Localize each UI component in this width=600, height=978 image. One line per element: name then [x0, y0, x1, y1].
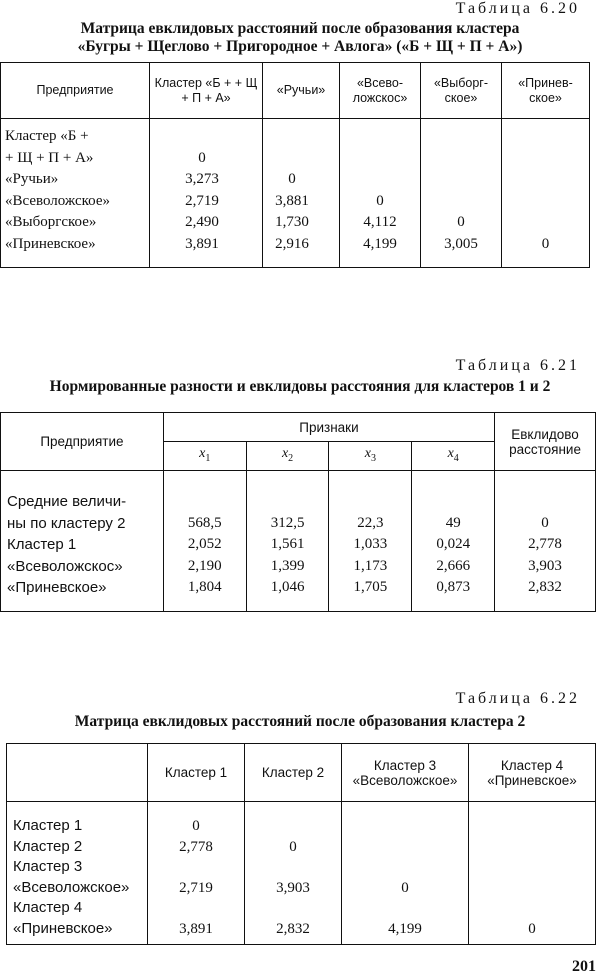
table-cell-line	[421, 148, 501, 170]
row-label-list	[13, 816, 147, 939]
table-cell-line	[342, 837, 468, 858]
table-cell-line	[502, 191, 589, 213]
table-cell-line: 3,005	[444, 235, 478, 252]
value-list	[412, 491, 494, 599]
table-cell-line	[148, 857, 244, 878]
table-cell-line: 2,719	[179, 879, 213, 896]
value-list	[421, 126, 501, 255]
table-cell-line: 0	[541, 514, 549, 531]
table-cell-line	[421, 169, 501, 191]
table-cell-line	[245, 816, 341, 837]
table-cell-line	[421, 191, 501, 213]
table-cell-line: 1,804	[187, 579, 222, 595]
value-list	[245, 816, 341, 939]
table-cell-line: 49	[445, 514, 461, 531]
table-cell-line: 2,190	[187, 557, 222, 574]
feature-label: $x_2$	[281, 446, 294, 464]
header-cell: Кластер 4 «Приневское»	[469, 744, 596, 802]
data-column	[246, 471, 329, 612]
table-cell-line: 2,666	[436, 557, 471, 574]
header-cell: «Принев-ское»	[502, 63, 590, 119]
row-labels	[1, 471, 164, 612]
table-cell-line: 2,832	[528, 579, 562, 595]
value-list	[164, 491, 246, 599]
table-cell-line: + Щ + П + А»	[5, 149, 94, 166]
table-cell-line	[150, 126, 254, 148]
data-column	[329, 471, 412, 612]
table-cell-line: 3,273	[185, 171, 219, 187]
table-cell-line: 2,052	[187, 536, 222, 552]
table-cell-line: 1,173	[353, 557, 388, 574]
table-cell-line	[502, 169, 589, 191]
table-title-line-2: «Бугры + Щеглово + Пригородное + Авлога» («Б + Щ + П + А»)	[77, 38, 523, 55]
feature-x3	[329, 442, 412, 471]
table-cell-line: 3,891	[185, 235, 219, 252]
table-cell-line: «Приневское»	[7, 579, 107, 596]
value-list	[469, 816, 595, 939]
header-cell: Признаки	[163, 413, 494, 442]
table-cell-line	[245, 857, 341, 878]
table-cell-line: «Приневское»	[5, 235, 96, 252]
table-cell-line: 0	[376, 192, 384, 209]
table-cell-line: 0	[401, 879, 409, 896]
table-cell-line: 1,730	[275, 214, 309, 230]
feature-x4	[412, 442, 495, 471]
table-cell-line: «Всеволожское»	[5, 192, 111, 209]
header-cell: «Всево-ложскос»	[340, 63, 421, 119]
table-cell-line	[340, 126, 420, 148]
table-cell-line	[469, 857, 595, 878]
table-title: Нормированные разности и евклидовы расстояния для кластеров 1 и 2	[49, 378, 551, 395]
table-cell-line: 568,5	[187, 514, 222, 531]
row-labels	[1, 119, 150, 268]
table-cell-line	[247, 491, 329, 513]
data-column	[502, 119, 590, 268]
table-cell-line	[245, 898, 341, 919]
feature-x2	[246, 442, 329, 471]
header-cell: Предприятие	[1, 63, 150, 119]
table-cell-line: Кластер 1	[7, 536, 77, 553]
table-number-6-22: Таблица 6.22	[455, 690, 580, 707]
table-cell-line	[421, 126, 501, 148]
table-cell-line: 0,024	[436, 536, 471, 552]
table-cell-line	[469, 898, 595, 919]
table-cell-line: Кластер 4	[13, 899, 83, 916]
table-cell-line: 1,705	[353, 579, 388, 595]
table-cell-line: 2,778	[528, 536, 562, 552]
table-cell-line: 0	[541, 235, 550, 252]
table-cell-line: Кластер 2	[13, 837, 83, 855]
value-list	[150, 126, 262, 255]
table-cell-line: 1,033	[353, 536, 388, 552]
table-cell-line: 2,778	[179, 838, 213, 855]
table-cell-line: Средние величи-	[7, 493, 127, 510]
table-cell-line: 1,399	[270, 557, 305, 574]
table-cell-line: 0,873	[436, 579, 471, 595]
data-column	[340, 119, 421, 268]
table-cell-line: Кластер «Б +	[5, 128, 89, 144]
table-6-22	[6, 743, 596, 945]
data-column	[342, 802, 469, 945]
header-cell: Кластер 2	[245, 744, 342, 802]
feature-x1	[163, 442, 246, 471]
table-cell-line: 2,719	[185, 192, 219, 209]
page-number: 201	[572, 958, 596, 975]
table-cell-line: 0	[289, 838, 297, 855]
header-cell: Кластер 3 «Всеволожское»	[342, 744, 469, 802]
data-column	[245, 802, 342, 945]
data-column	[163, 471, 246, 612]
value-list	[329, 491, 411, 599]
table-cell-line: 3,881	[275, 192, 309, 209]
table-cell-line: 2,490	[185, 214, 219, 230]
header-cell	[7, 744, 148, 802]
table-number-6-20: Таблица 6.20	[455, 0, 580, 17]
header-cell: Евклидово расстояние	[495, 413, 596, 471]
table-cell-line: 4,199	[388, 920, 422, 937]
data-column	[412, 471, 495, 612]
table-cell-line	[329, 491, 411, 513]
table-cell-line: 0	[198, 149, 206, 166]
row-labels	[7, 802, 148, 945]
table-cell-line	[164, 491, 246, 513]
table-cell-line: «Всеволожское»	[13, 878, 130, 896]
feature-label: $x_4$	[447, 446, 459, 464]
feature-label: $x_1$	[199, 446, 211, 464]
row-label-list	[7, 491, 163, 599]
table-cell-line: 1,561	[270, 536, 305, 552]
table-6-20	[0, 62, 590, 268]
value-list	[148, 816, 244, 939]
table-cell-line: «Всеволожскос»	[7, 557, 123, 575]
table-cell-line	[148, 898, 244, 919]
value-list	[342, 816, 468, 939]
header-cell: Предприятие	[1, 413, 164, 471]
table-cell-line: «Приневское»	[13, 919, 113, 937]
feature-label: $x_3$	[364, 446, 376, 464]
value-list	[502, 126, 589, 255]
table-cell-line: «Ручьи»	[5, 171, 59, 187]
table-title: Матрица евклидовых расстояний после образования кластера 2	[74, 713, 526, 730]
table-cell-line: 0	[457, 214, 465, 230]
value-list	[340, 126, 420, 255]
data-column	[150, 119, 263, 268]
table-cell-line: 3,891	[179, 920, 213, 937]
table-cell-line	[502, 126, 589, 148]
table-cell-line: 4,199	[363, 235, 397, 252]
table-cell-line: 3,903	[528, 557, 562, 574]
table-title-line-1: Матрица евклидовых расстояний после образования кластера	[80, 20, 520, 37]
table-cell-line	[469, 837, 595, 858]
header-cell: Кластер 1	[148, 744, 245, 802]
value-list	[495, 491, 595, 599]
table-cell-line: Кластер 3	[13, 858, 83, 875]
data-column	[421, 119, 502, 268]
table-cell-line: 3,903	[276, 879, 310, 896]
table-cell-line	[502, 212, 589, 234]
table-cell-line	[342, 857, 468, 878]
value-list	[247, 491, 329, 599]
table-cell-line: 22,3	[357, 514, 384, 531]
row-label-list	[5, 126, 149, 255]
table-cell-line	[495, 491, 595, 513]
table-cell-line	[342, 898, 468, 919]
table-cell-line	[502, 148, 589, 170]
table-cell-line	[263, 148, 321, 170]
table-cell-line	[469, 878, 595, 899]
table-cell-line: 0	[192, 818, 200, 834]
data-column	[148, 802, 245, 945]
data-column	[469, 802, 596, 945]
table-cell-line	[412, 491, 494, 513]
table-cell-line	[340, 148, 420, 170]
data-column	[495, 471, 596, 612]
data-column	[263, 119, 340, 268]
table-cell-line: 312,5	[270, 514, 305, 531]
table-6-21	[0, 412, 596, 612]
value-list	[263, 126, 339, 255]
header-cell: Кластер «Б + + Щ + П + А»	[150, 63, 263, 119]
table-cell-line: 0	[288, 171, 296, 187]
table-cell-line	[342, 816, 468, 837]
table-cell-line: 1,046	[270, 579, 305, 595]
table-cell-line: «Выборгское»	[5, 214, 97, 230]
table-cell-line: ны по кластеру 2	[7, 514, 126, 532]
header-cell: «Выборг-ское»	[421, 63, 502, 119]
table-cell-line	[469, 816, 595, 837]
table-cell-line: 2,916	[275, 235, 309, 252]
table-cell-line	[263, 126, 321, 148]
header-cell: «Ручьи»	[263, 63, 340, 119]
table-cell-line	[340, 169, 420, 191]
table-cell-line: 2,832	[276, 920, 310, 937]
table-cell-line: Кластер 1	[13, 817, 83, 834]
table-number-6-21: Таблица 6.21	[455, 357, 580, 374]
table-cell-line: 4,112	[363, 214, 397, 230]
table-cell-line: 0	[528, 920, 536, 937]
